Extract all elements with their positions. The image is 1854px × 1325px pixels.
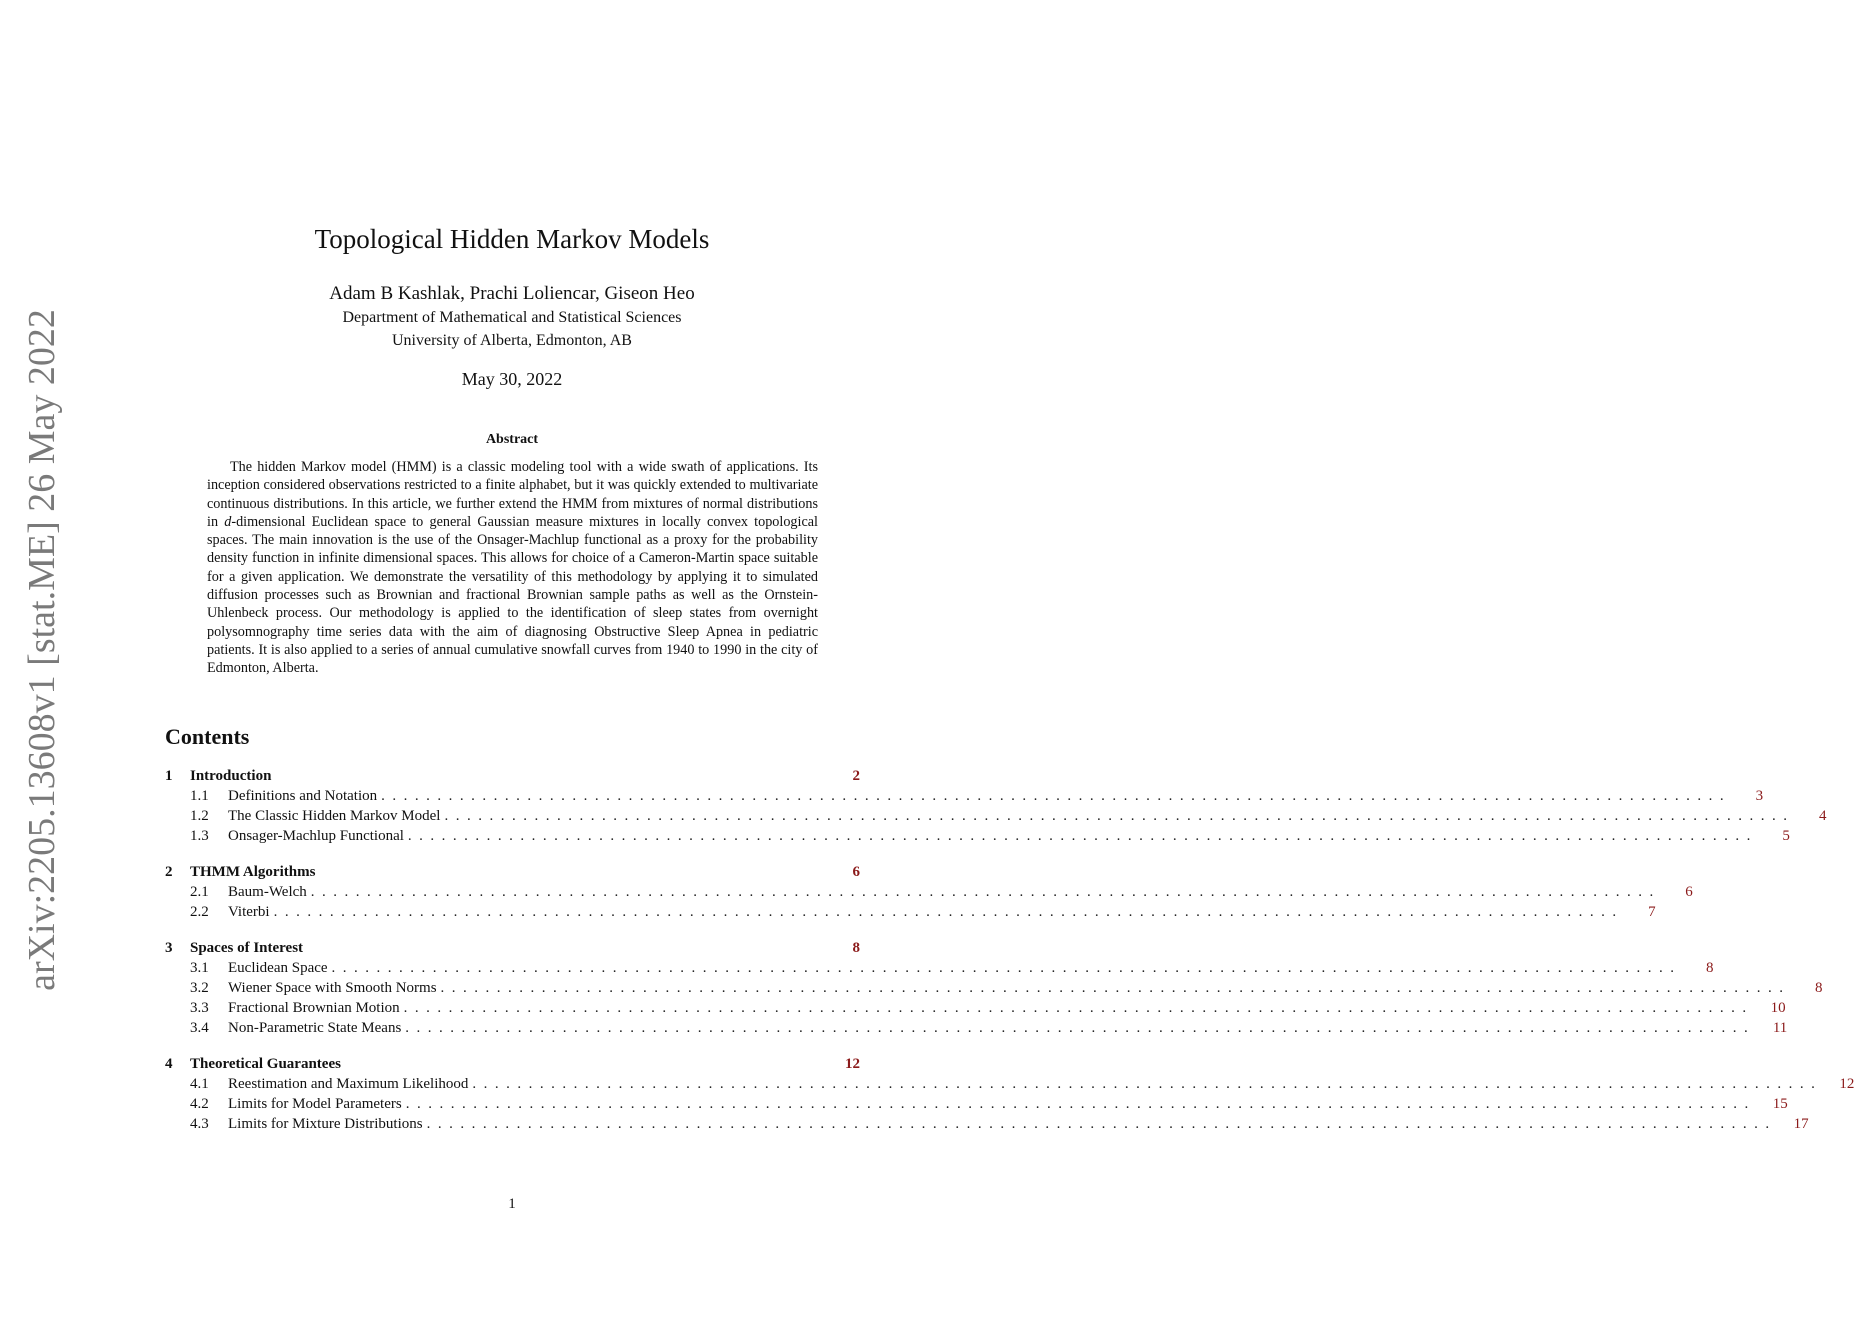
toc-page-link[interactable]: 2 xyxy=(852,768,860,784)
toc-entry-non-parametric-state-means[interactable] xyxy=(165,1020,1788,1040)
toc-dot-leader: ........................................................................................................................ xyxy=(381,788,1732,804)
toc-subsection-number: 3.4 xyxy=(190,1020,209,1036)
toc-subsection-number: 4.3 xyxy=(190,1116,209,1132)
arxiv-identifier-stamp: arXiv:2205.13608v1 [stat.ME] 26 May 2022 xyxy=(21,309,63,991)
toc-section-number: 4 xyxy=(165,1056,173,1072)
toc-subsection-number: 4.1 xyxy=(190,1076,209,1092)
toc-subsection-title: Fractional Brownian Motion xyxy=(228,1000,400,1016)
toc-page-link[interactable]: 3 xyxy=(1755,788,1764,804)
toc-page-link[interactable]: 10 xyxy=(1770,1000,1786,1016)
toc-section-1 xyxy=(165,768,1827,848)
toc-entry-introduction[interactable] xyxy=(165,768,860,788)
toc-entry-spaces-of-interest[interactable] xyxy=(165,940,860,960)
toc-dot-leader: ........................................................................................................................ xyxy=(444,808,1795,824)
toc-entry-limits-mixture-distributions[interactable] xyxy=(165,1116,1809,1136)
toc-section-number: 1 xyxy=(165,768,173,784)
abstract-text-part1: The hidden Markov model (HMM) is a classic modeling tool with a wide swath of applications. Its inception considered observations restricted to a finite alphabet, but it was quickly extended to multivariate continuous distributions. In this article, we further extend the HMM from mixtures of normal distributions in xyxy=(207,459,818,530)
toc-subsection-number: 3.1 xyxy=(190,960,209,976)
abstract-italic-d: d xyxy=(224,513,232,530)
abstract-heading: Abstract xyxy=(485,432,539,447)
toc-entry-theoretical-guarantees[interactable] xyxy=(165,1056,860,1076)
toc-entry-classic-hmm[interactable] xyxy=(165,808,1827,828)
toc-subsection-number: 3.3 xyxy=(190,1000,209,1016)
toc-subsection-title: Onsager-Machlup Functional xyxy=(228,828,404,844)
toc-entry-thmm-algorithms[interactable] xyxy=(165,864,860,884)
toc-page-link[interactable]: 4 xyxy=(1818,808,1827,824)
toc-subsection-number: 2.2 xyxy=(190,904,209,920)
toc-subsection-number: 1.3 xyxy=(190,828,209,844)
toc-section-title: Spaces of Interest xyxy=(190,940,304,956)
toc-subsection-title: Limits for Model Parameters xyxy=(228,1096,402,1112)
toc-section-title: THMM Algorithms xyxy=(190,864,316,880)
toc-section-title: Introduction xyxy=(190,768,272,784)
toc-subsection-title: Viterbi xyxy=(228,904,270,920)
contents-heading: Contents xyxy=(165,724,250,749)
toc-page-link[interactable]: 11 xyxy=(1772,1020,1788,1036)
toc-page-link[interactable]: 17 xyxy=(1793,1116,1809,1132)
affiliation-department: Department of Mathematical and Statistical Sciences xyxy=(342,309,682,326)
toc-section-3 xyxy=(165,940,1823,1040)
toc-subsection-title: The Classic Hidden Markov Model xyxy=(228,808,441,824)
toc-subsection-title: Baum-Welch xyxy=(228,884,307,900)
toc-subsection-number: 1.2 xyxy=(190,808,209,824)
table-of-contents xyxy=(165,768,1854,1152)
toc-dot-leader: ........................................................................................................................ xyxy=(405,1096,1756,1112)
abstract-text xyxy=(207,458,818,678)
toc-entry-wiener-space[interactable] xyxy=(165,980,1823,1000)
toc-subsection-title: Non-Parametric State Means xyxy=(228,1020,402,1036)
toc-dot-leader: ........................................................................................................................ xyxy=(405,1020,1756,1036)
toc-dot-leader: ........................................................................................................................ xyxy=(407,828,1758,844)
toc-entry-onsager-machlup[interactable] xyxy=(165,828,1790,848)
toc-page-link[interactable]: 8 xyxy=(1706,960,1714,976)
toc-section-title: Theoretical Guarantees xyxy=(190,1056,341,1072)
toc-dot-leader: ........................................................................................................................ xyxy=(403,1000,1754,1016)
toc-page-link[interactable]: 15 xyxy=(1772,1096,1788,1112)
toc-section-2 xyxy=(165,864,1693,924)
toc-page-link[interactable]: 8 xyxy=(1815,980,1823,996)
toc-entry-viterbi[interactable] xyxy=(165,904,1656,924)
toc-dot-leader: ........................................................................................................................ xyxy=(273,904,1624,920)
toc-page-link[interactable]: 12 xyxy=(845,1056,860,1072)
toc-subsection-title: Reestimation and Maximum Likelihood xyxy=(228,1076,469,1092)
toc-page-link[interactable]: 12 xyxy=(1839,1076,1854,1092)
author-list: Adam B Kashlak, Prachi Loliencar, Giseon Heo xyxy=(329,283,695,304)
toc-subsection-number: 1.1 xyxy=(190,788,209,804)
abstract-text-part2: -dimensional Euclidean space to general Gaussian measure mixtures in locally convex topological spaces. The main innovation is the use of the Onsager-Machlup functional as a proxy for the probability density function in infinite dimensional spaces. This allows for choice of a Cameron-Martin space suitable for a given application. We demonstrate the versatility of this methodology by applying it to simulated diffusion processes such as Brownian and fractional Brownian sample paths as well as the Ornstein-Uhlenbeck process. Our methodology is applied to the identification of sleep states from overnight polysomnography time series data with the aim of diagnosing Obstructive Sleep Apnea in pediatric patients. It is also applied to a series of annual cumulative snowfall curves from 1940 to 1990 in the city of Edmonton, Alberta. xyxy=(207,513,818,677)
toc-page-link[interactable]: 6 xyxy=(852,864,860,880)
toc-dot-leader: ........................................................................................................................ xyxy=(472,1076,1823,1092)
toc-page-link[interactable]: 6 xyxy=(1685,884,1693,900)
toc-page-link[interactable]: 7 xyxy=(1648,904,1656,920)
toc-dot-leader: ........................................................................................................................ xyxy=(440,980,1791,996)
toc-section-number: 2 xyxy=(165,864,173,880)
toc-subsection-title: Limits for Mixture Distributions xyxy=(228,1116,423,1132)
toc-entry-fractional-brownian-motion[interactable] xyxy=(165,1000,1786,1020)
toc-entry-reestimation[interactable] xyxy=(165,1076,1854,1096)
toc-section-number: 3 xyxy=(165,940,173,956)
toc-subsection-title: Wiener Space with Smooth Norms xyxy=(228,980,437,996)
affiliation-university: University of Alberta, Edmonton, AB xyxy=(392,332,632,349)
toc-subsection-number: 4.2 xyxy=(190,1096,209,1112)
toc-page-link[interactable]: 8 xyxy=(852,940,860,956)
toc-subsection-number: 2.1 xyxy=(190,884,209,900)
toc-entry-limits-model-parameters[interactable] xyxy=(165,1096,1788,1116)
toc-dot-leader: ........................................................................................................................ xyxy=(331,960,1682,976)
paper-title: Topological Hidden Markov Models xyxy=(314,224,710,254)
toc-subsection-number: 3.2 xyxy=(190,980,209,996)
page-number: 1 xyxy=(508,1196,516,1212)
publication-date: May 30, 2022 xyxy=(461,369,563,389)
toc-subsection-title: Definitions and Notation xyxy=(228,788,378,804)
toc-dot-leader: ........................................................................................................................ xyxy=(426,1116,1777,1132)
toc-entry-baum-welch[interactable] xyxy=(165,884,1693,904)
toc-entry-euclidean-space[interactable] xyxy=(165,960,1714,980)
toc-subsection-title: Euclidean Space xyxy=(228,960,328,976)
toc-entry-definitions-and-notation[interactable] xyxy=(165,788,1764,808)
toc-dot-leader: ........................................................................................................................ xyxy=(310,884,1661,900)
toc-section-4 xyxy=(165,1056,1854,1136)
toc-page-link[interactable]: 5 xyxy=(1782,828,1790,844)
